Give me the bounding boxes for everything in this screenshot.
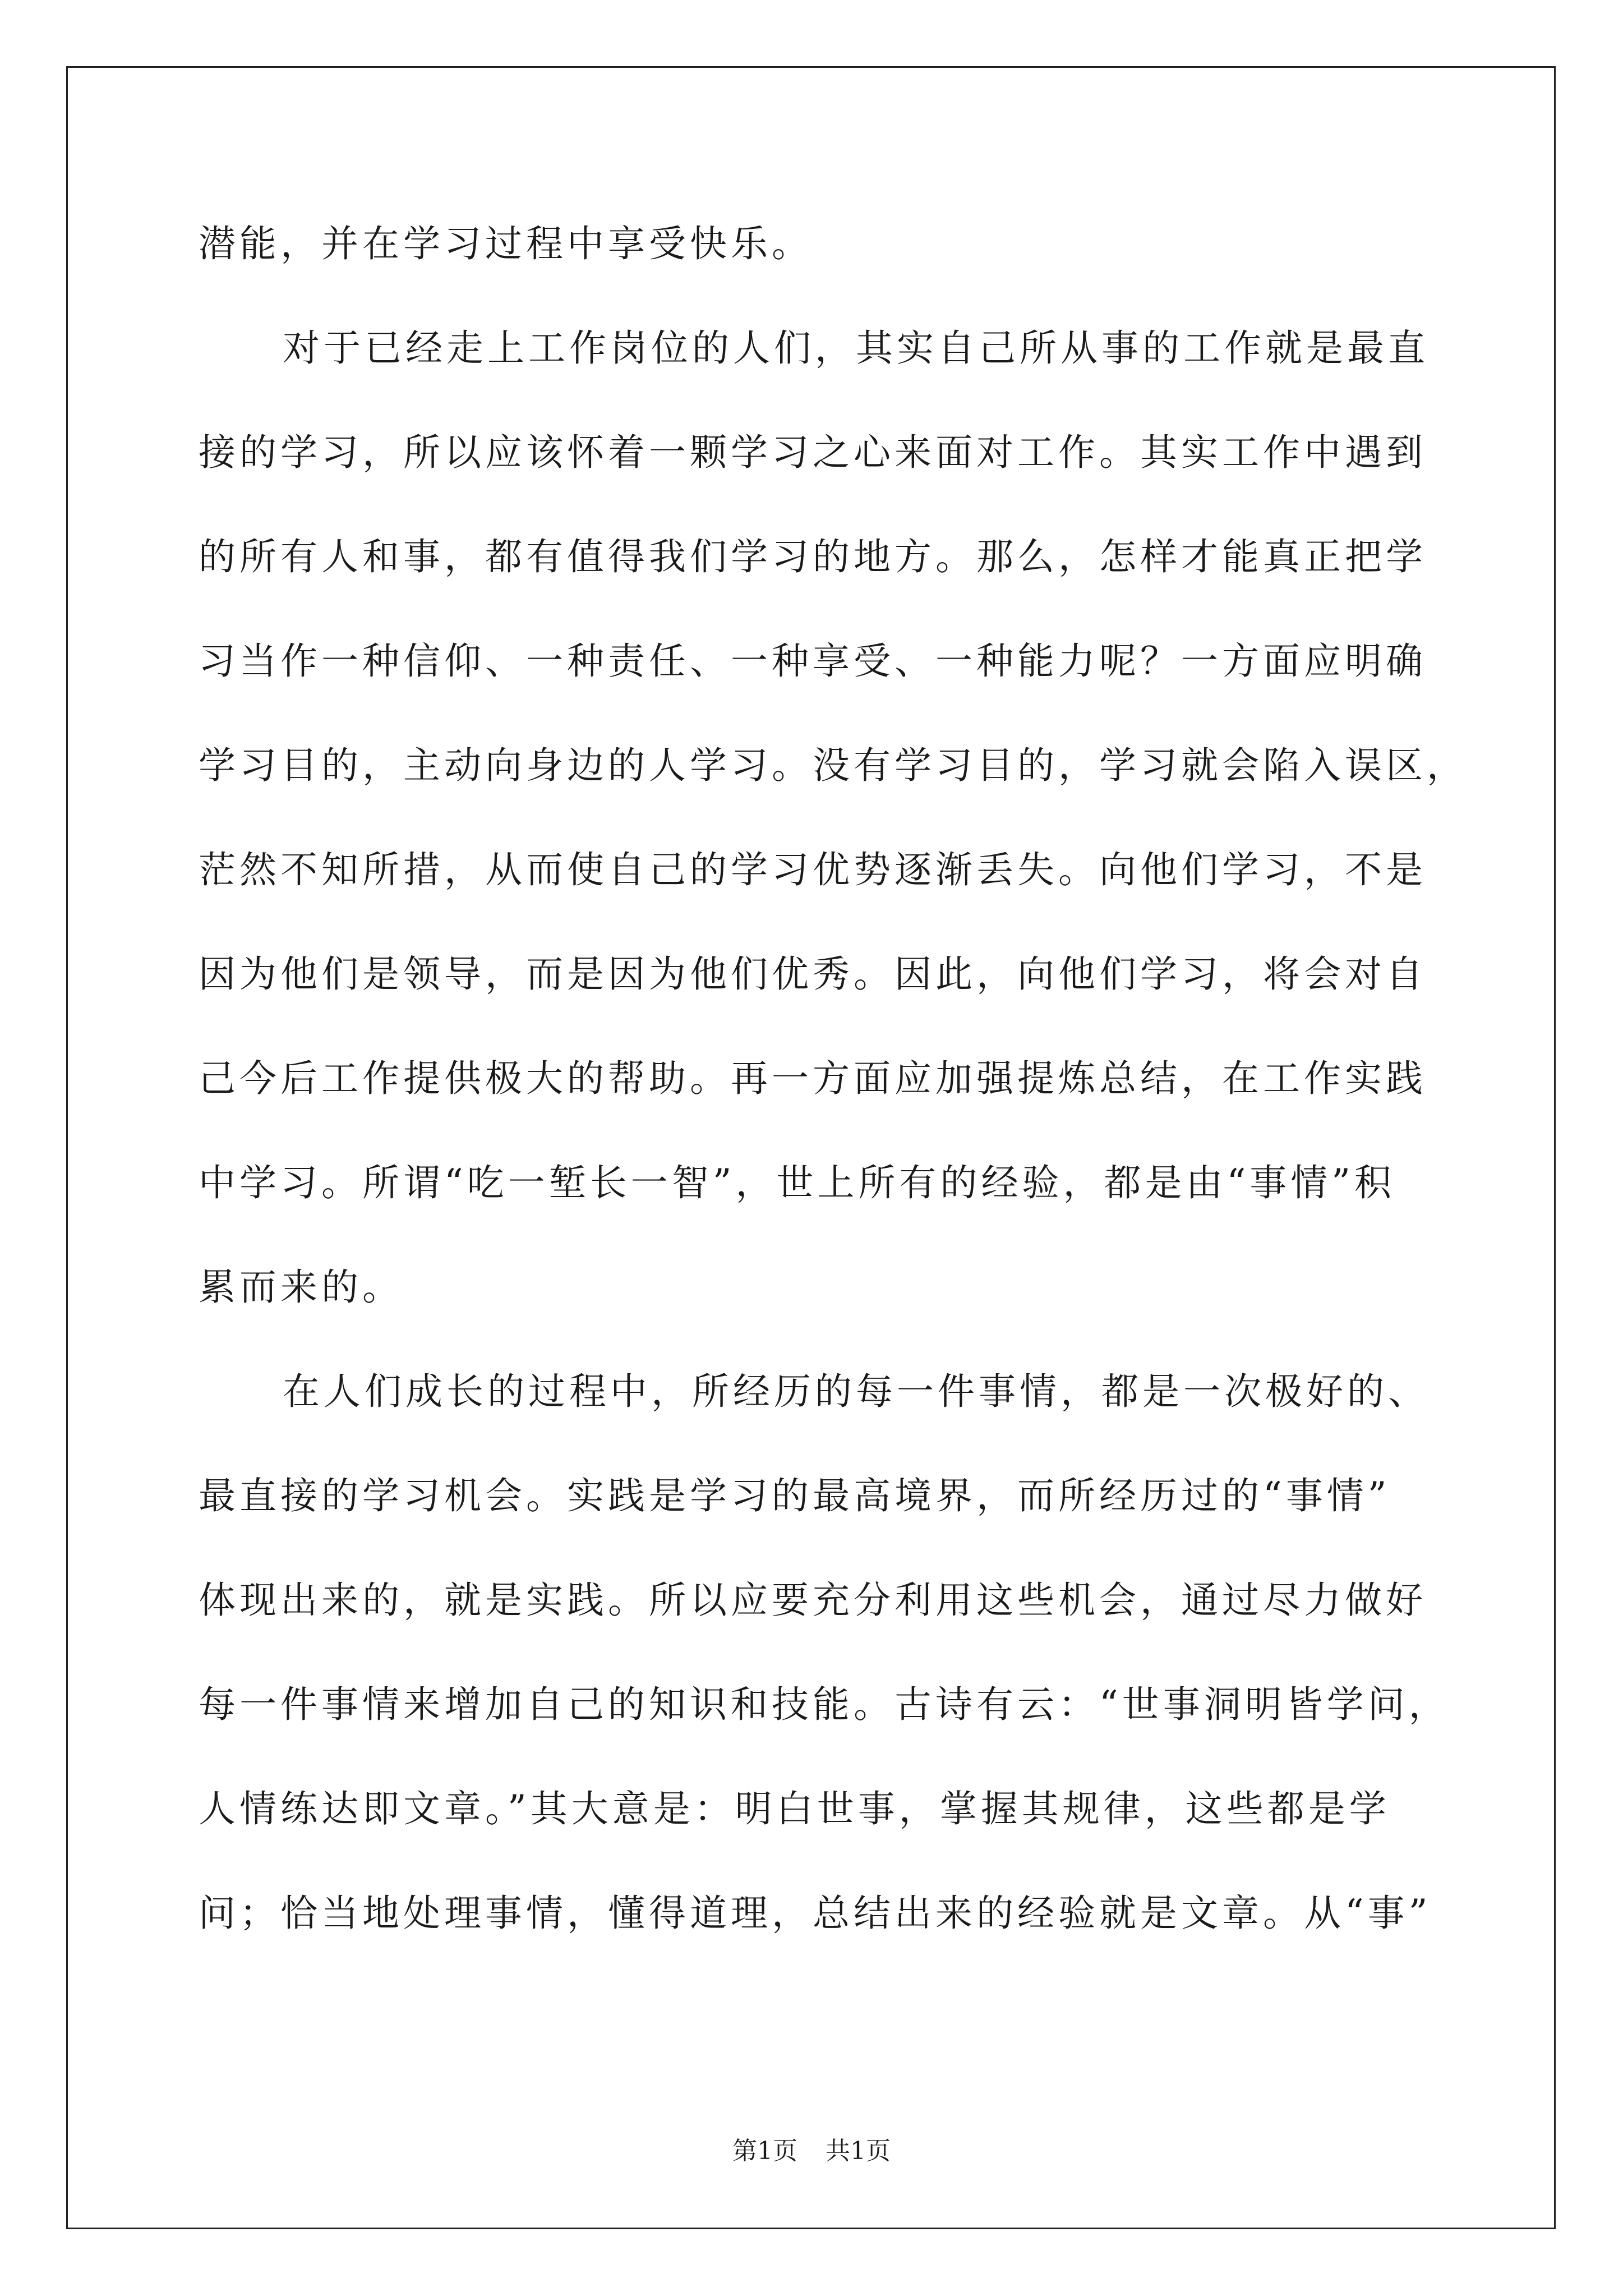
text-line: 中学习。所谓“吃一堑长一智”，世上所有的经验，都是由“事情”积 [199, 1161, 1395, 1204]
page-footer [0, 2134, 1623, 2168]
text-line: 茫然不知所措，从而使自己的学习优势逐渐丢失。向他们学习，不是 [199, 848, 1427, 891]
page-total: 共1页 [826, 2137, 891, 2165]
text-line: 累而来的。 [199, 1266, 403, 1309]
text-line: 己今后工作提供极大的帮助。再一方面应加强提炼总结，在工作实践 [199, 1057, 1427, 1100]
text-line: 潜能，并在学习过程中享受快乐。 [199, 222, 813, 265]
text-line: 在人们成长的过程中，所经历的每一件事情，都是一次极好的、 [283, 1370, 1429, 1413]
text-line: 问；恰当地处理事情，懂得道理，总结出来的经验就是文章。从“事” [199, 1892, 1432, 1935]
text-line: 每一件事情来增加自己的知识和技能。古诗有云：“世事洞明皆学问， [199, 1683, 1450, 1726]
text-line: 体现出来的，就是实践。所以应要充分利用这些机会，通过尽力做好 [199, 1579, 1427, 1622]
text-line: 接的学习，所以应该怀着一颗学习之心来面对工作。其实工作中遇到 [199, 431, 1427, 474]
page-number: 第1页 [732, 2137, 797, 2165]
text-line: 对于已经走上工作岗位的人们，其实自己所从事的工作就是最直 [283, 326, 1429, 370]
document-body [199, 213, 1468, 1987]
text-line: 学习目的，主动向身边的人学习。没有学习目的，学习就会陷入误区， [199, 744, 1468, 787]
text-line: 因为他们是领导，而是因为他们优秀。因此，向他们学习，将会对自 [199, 953, 1427, 996]
text-line: 最直接的学习机会。实践是学习的最高境界，而所经历过的“事情” [199, 1474, 1391, 1517]
text-line: 人情练达即文章。”其大意是：明白世事，掌握其规律，这些都是学 [199, 1787, 1390, 1830]
text-line: 的所有人和事，都有值得我们学习的地方。那么，怎样才能真正把学 [199, 535, 1427, 578]
text-line: 习当作一种信仰、一种责任、一种享受、一种能力呢？一方面应明确 [199, 639, 1427, 683]
